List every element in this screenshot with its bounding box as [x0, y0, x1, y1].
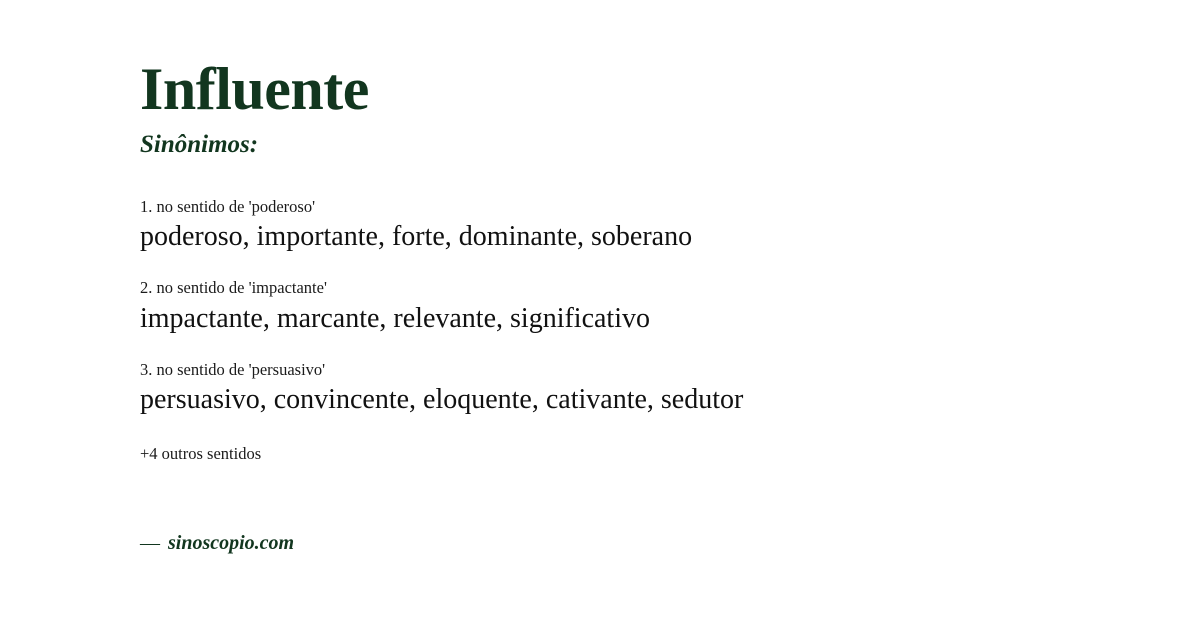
source-name: sinoscopio.com: [168, 532, 295, 554]
more-senses-note: +4 outros sentidos: [140, 443, 262, 463]
em-dash: —: [140, 532, 160, 554]
senses-list: [140, 196, 1100, 418]
sense-label: 3. no sentido de 'persuasivo': [140, 359, 326, 379]
list-item: [140, 277, 1100, 336]
list-item: [140, 196, 1100, 255]
synonyms-subtitle: Sinônimos:: [140, 131, 259, 158]
sense-synonyms: persuasivo, convincente, eloquente, cativante, sedutor: [140, 383, 744, 415]
list-item: [140, 359, 1100, 418]
sense-label: 2. no sentido de 'impactante': [140, 278, 327, 298]
page-title: Influente: [140, 56, 369, 122]
sense-synonyms: impactante, marcante, relevante, significativo: [140, 302, 650, 334]
sense-label: 1. no sentido de 'poderoso': [140, 197, 316, 216]
sense-synonyms: poderoso, importante, forte, dominante, soberano: [140, 221, 693, 253]
source-attribution: [140, 532, 294, 555]
